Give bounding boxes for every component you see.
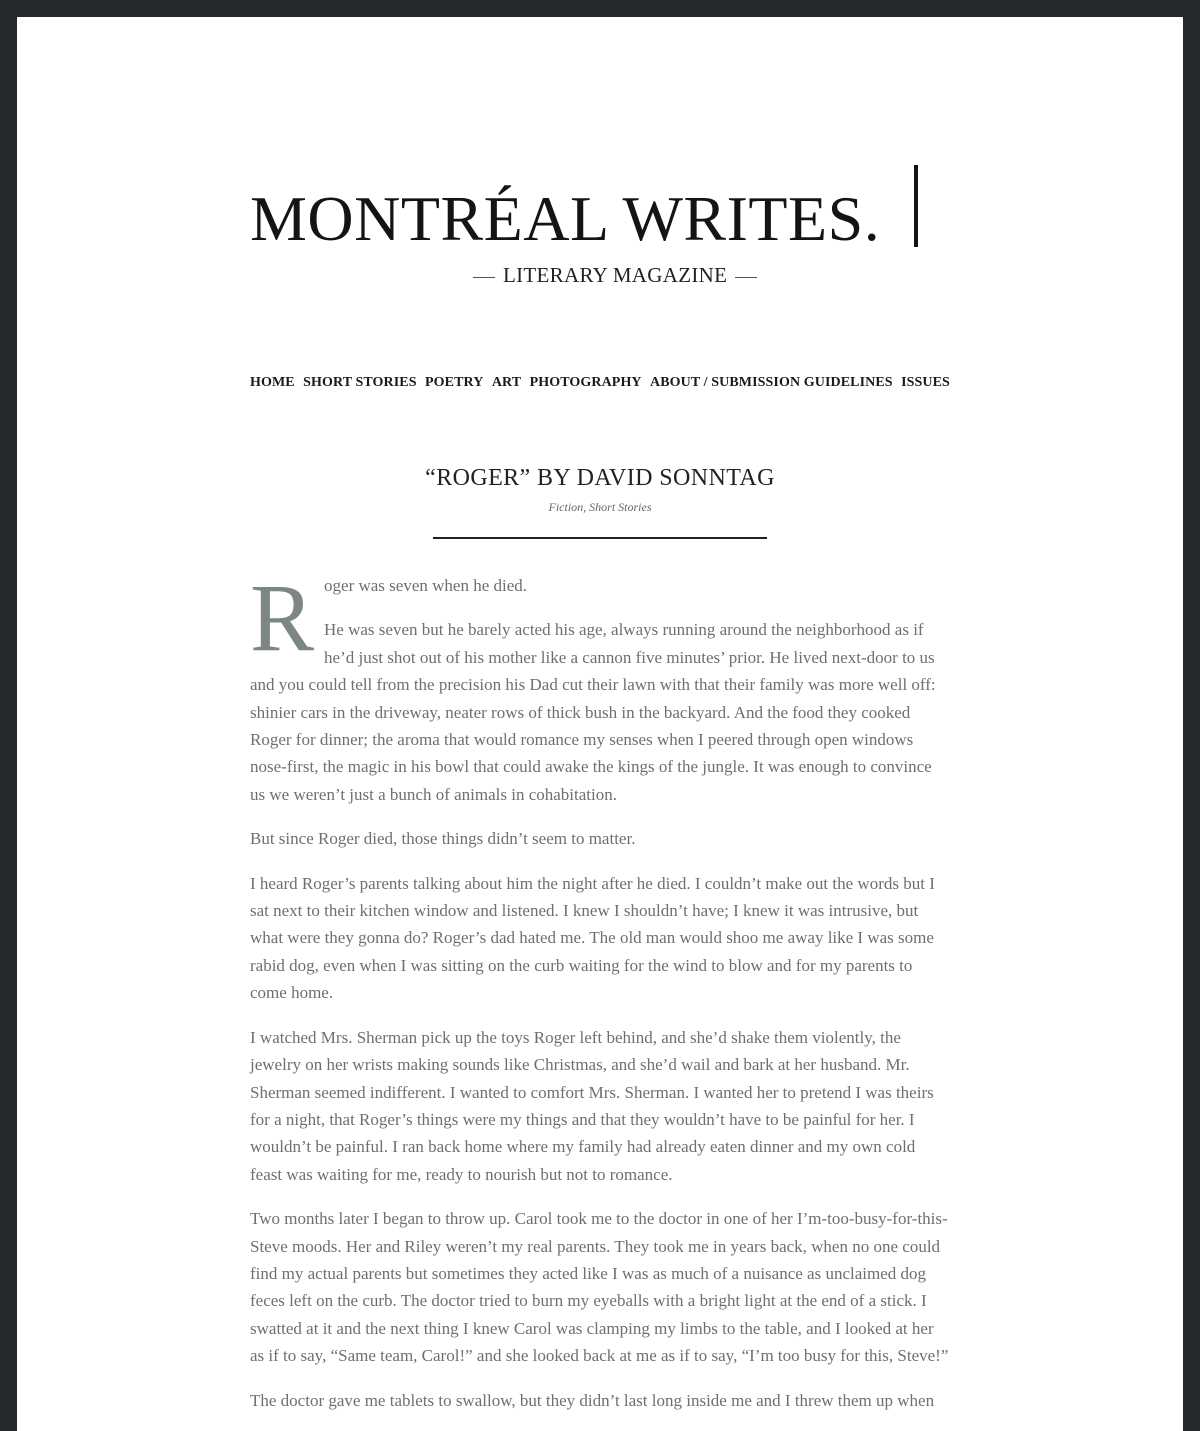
paragraph: Two months later I began to throw up. Carol took me to the doctor in one of her I’m-too-busy-for-this-Steve moods. Her and Riley weren’t my real parents. They took me in years back, when no one could find my actual parents but sometimes they acted like I was as much of a nuisance as unclaimed dog feces left on the curb. The doctor tried to burn my eyeballs with a bright light at the end of a stick. I swatted at it and the next thing I knew Carol was clamping my limbs to the table, and I looked at her as if to say, “Same team, Carol!” and she looked back at me as if to say, “I’m too busy for this, Steve!”	[250, 1209, 949, 1366]
post-categories[interactable]: Fiction, Short Stories	[548, 500, 652, 514]
logo-subtitle	[465, 263, 745, 287]
nav-item-art[interactable]: ART	[491, 375, 522, 390]
nav-item-poetry[interactable]: POETRY	[425, 375, 484, 390]
post-content	[250, 564, 950, 1431]
paragraph: I heard Roger’s parents talking about him the night after he died. I couldn’t make out the words but I sat next to their kitchen window and listened. I knew I shouldn’t have; I knew it was intrusive, but what were they gonna do? Roger’s dad hated me. The old man would shoo me away like I was some rabid dog, even when I was sitting on the curb waiting for the wind to blow and for my parents to come home.	[250, 873, 935, 1003]
paragraph: He was seven but he barely acted his age, always running around the neighborhood as if he’d just shot out of his mother like a cannon five minutes’ prior. He lived next-door to us and you could tell from the precision his Dad cut their lawn with that their family was more well off: shinier cars in the driveway, neater rows of thick bush in the backyard. And the food they cooked Roger for dinner; the aroma that would romance my senses when I peered through open windows nose-first, the magic in his bowl that could awake the kings of the jungle. It was enough to convince us we weren’t just a bunch of animals in cohabitation.	[250, 620, 936, 804]
drop-cap: R	[250, 564, 315, 671]
main-nav	[250, 375, 950, 391]
logo-title: MONTRÉAL WRITES.	[250, 183, 881, 254]
page	[17, 17, 1183, 1431]
paragraph: But since Roger died, those things didn’t seem to matter.	[250, 829, 636, 849]
nav-item-home[interactable]: HOME	[250, 375, 295, 390]
paragraph: I watched Mrs. Sherman pick up the toys Roger left behind, and she’d shake them violently, the jewelry on her wrists making sounds like Christmas, and she’d wail and bark at her husband. Mr. Sherman seemed indifferent. I wanted to comfort Mrs. Sherman. I wanted her to pretend I was theirs for a night, that Roger’s things were my things and that they wouldn’t have to be painful for her. I wouldn’t be painful. I ran back home where my family had already eaten dinner and my own cold feast was waiting for me, ready to nourish but not to romance.	[250, 1027, 934, 1184]
nav-item-short-stories[interactable]: SHORT STORIES	[303, 375, 417, 390]
paragraph-first	[250, 564, 950, 671]
dash-left	[473, 277, 495, 278]
site-logo[interactable]	[250, 165, 950, 305]
first-line: oger was seven when he died.	[324, 576, 528, 595]
post-title: “ROGER” BY DAVID SONNTAG	[425, 465, 775, 491]
logo-subtitle-text: LITERARY MAGAZINE	[503, 263, 728, 287]
nav-item-photography[interactable]: PHOTOGRAPHY	[529, 375, 642, 390]
nav-item-issues[interactable]: ISSUES	[901, 375, 950, 390]
dash-right	[735, 277, 757, 278]
paragraph: The doctor gave me tablets to swallow, but they didn’t last long inside me and I threw them up when	[250, 1390, 935, 1410]
logo-cursor-bar	[914, 165, 918, 247]
title-divider	[433, 537, 767, 539]
nav-item-about-submission-guidelines[interactable]: ABOUT / SUBMISSION GUIDELINES	[650, 375, 893, 390]
